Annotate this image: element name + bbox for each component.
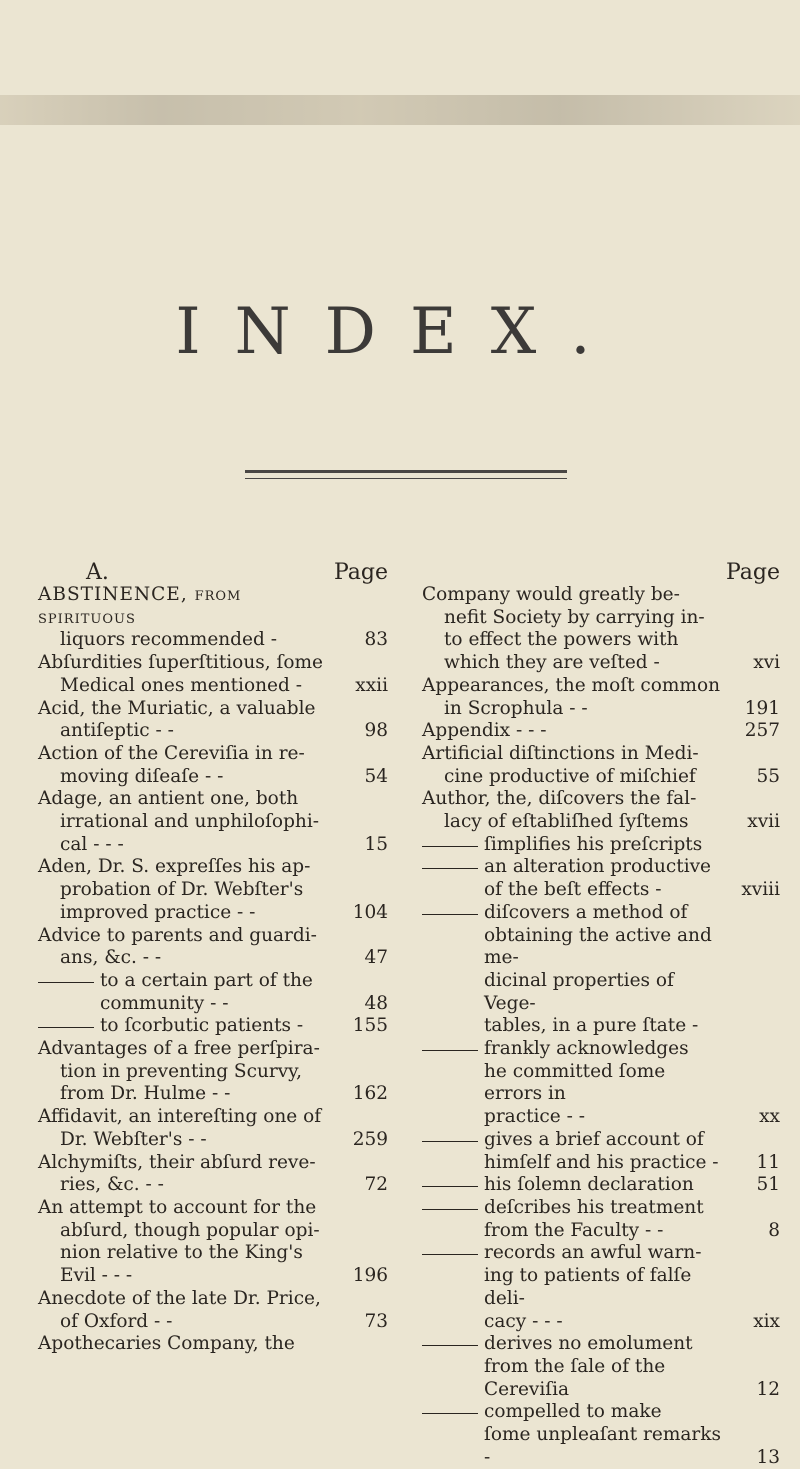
entry-line: Artificial diſtinctions in Medi- [422,742,699,764]
entry-text [422,675,780,720]
entry-line: Affidavit, an intereſting one of [38,1106,322,1128]
entry-page: 8 [768,1219,780,1241]
index-entry [422,1401,780,1469]
entry-text [38,1288,388,1333]
entry-line: which they are veſted - [444,652,660,674]
entry-line: irrational and unphiloſophi- [60,811,319,833]
entry-text [484,834,780,857]
entry-page: 51 [756,1174,780,1196]
entry-page: 259 [352,1128,388,1150]
index-entry [38,788,388,856]
page-label: Page [333,560,388,585]
entry-line: Adage, an antient one, both [38,788,299,810]
entry-line: Aden, Dr. S. expreſſes his ap- [38,856,311,878]
entry-line: he committed ſome errors in [484,1060,666,1105]
index-entry [422,1174,780,1197]
entry-line: nefit Society by carrying in- [444,606,705,628]
index-entry [38,652,388,697]
entry-list [38,584,388,1356]
entry-line: An attempt to account for the [38,1196,317,1218]
entry-line: deſcribes his treatment [484,1196,704,1218]
index-entry [422,1242,780,1333]
entry-line: Appearances, the moſt common [422,674,721,696]
page-title: INDEX. [175,295,625,369]
entry-page: 54 [364,765,388,787]
entry-line: himſelf and his practice - [484,1151,719,1173]
entry-line: community - - [100,992,229,1014]
entry-text [38,1106,388,1151]
entry-page: xvii [747,811,780,833]
entry-text [38,856,388,924]
entry-line: Alchymiſts, their abſurd reve- [38,1151,316,1173]
title-rule-thin [245,478,567,479]
entry-line: liquors recommended - [60,629,277,651]
entry-text [484,902,780,1038]
repeat-dash [422,914,478,915]
entry-line: antiſeptic - - [60,720,174,742]
left-column [38,560,388,1356]
entry-line: ans, &c. - - [60,947,162,969]
entry-line: lacy of eſtabliſhed ſyſtems [444,811,689,833]
index-entry [38,1197,388,1288]
entry-line: compelled to make [484,1401,662,1423]
repeat-dash [38,1027,94,1028]
entry-line: ſimplifies his preſcripts [484,833,703,855]
column-header [422,560,780,584]
entry-line: Appendix - - - [422,720,547,742]
entry-page: 155 [352,1015,388,1037]
entry-line: Evil - - - [60,1265,133,1287]
entry-list [422,584,780,1469]
entry-page: 12 [756,1378,780,1400]
entry-text [38,1152,388,1197]
entry-line: Acid, the Muriatic, a valuable [38,697,316,719]
entry-text [38,698,388,743]
entry-line: ABSTINENCE, from ſpirituous [38,584,242,628]
index-entry [38,1038,388,1106]
entry-line: improved practice - - [60,901,256,923]
index-entry [38,1288,388,1333]
entry-line: an alteration productive [484,856,712,878]
entry-line: in Scrophula - - [444,697,588,719]
entry-line: diſcovers a method of [484,901,688,923]
repeat-dash [38,982,94,983]
entry-text [38,1333,388,1356]
entry-page: 83 [364,629,388,651]
entry-page: 98 [364,720,388,742]
entry-line: Apothecaries Company, the [38,1333,295,1355]
entry-line: from the Faculty - - [484,1219,664,1241]
entry-line: records an awful warn- [484,1242,702,1264]
index-entry [422,1197,780,1242]
entry-text [422,720,780,743]
entry-line: abſurd, though popular opi- [60,1219,320,1241]
entry-line: Advice to parents and guardi- [38,924,317,946]
index-entry [38,856,388,924]
entry-text [38,925,388,970]
entry-line: from the ſale of the Cereviſia [484,1355,666,1400]
entry-line: cacy - - - [484,1310,563,1332]
entry-text [422,584,780,675]
index-entry [422,720,780,743]
entry-line: to ſcorbutic patients - [100,1015,304,1037]
entry-line: dicinal properties of Vege- [484,969,674,1014]
entry-page: xviii [741,879,780,901]
paper-stain [0,95,800,125]
entry-page: 55 [756,765,780,787]
entry-text [422,743,780,788]
title-rule [245,470,567,473]
index-entry [422,834,780,857]
index-entry [38,698,388,743]
entry-line: Anecdote of the late Dr. Price, [38,1287,321,1309]
repeat-dash [422,868,478,869]
index-entry [38,925,388,970]
index-entry [422,584,780,675]
entry-text [38,743,388,788]
right-column [422,560,780,1469]
entry-text [38,652,388,697]
entry-line: to a certain part of the [100,969,313,991]
index-entry [38,1015,388,1038]
index-entry [422,743,780,788]
entry-page: 162 [352,1083,388,1105]
index-entry [38,584,388,652]
entry-page: 191 [744,697,780,719]
index-entry [422,902,780,1038]
entry-text [38,584,388,652]
entry-text [422,788,780,833]
index-entry [38,743,388,788]
entry-page: 73 [364,1310,388,1332]
entry-page: xvi [753,652,780,674]
entry-page: 11 [756,1151,780,1173]
entry-line: derives no emolument [484,1333,693,1355]
entry-page: 72 [364,1174,388,1196]
entry-line: of the beſt effects - [484,879,662,901]
index-entry [422,1333,780,1401]
entry-page: xxii [355,674,388,696]
entry-page: xx [759,1106,780,1128]
entry-page: 104 [352,901,388,923]
index-entry [38,1152,388,1197]
repeat-dash [422,1345,478,1346]
entry-page: 15 [364,833,388,855]
entry-page: 48 [364,992,388,1014]
entry-line: Abſurdities ſuperſtitious, ſome [38,652,323,674]
entry-page: 13 [756,1446,780,1468]
entry-page: 257 [744,720,780,742]
entry-text [38,788,388,856]
index-entry [422,1038,780,1129]
entry-text [38,1197,388,1288]
entry-line: Dr. Webſter's - - [60,1128,207,1150]
entry-text [38,1038,388,1106]
entry-line: frankly acknowledges [484,1038,689,1060]
entry-line: tables, in a pure ſtate - [484,1015,699,1037]
entry-line: Advantages of a free perſpira- [38,1038,320,1060]
index-entry [422,1129,780,1174]
repeat-dash [422,1186,478,1187]
index-entry [38,1333,388,1356]
entry-line: cal - - - [60,833,124,855]
entry-line: ing to patients of falſe deli- [484,1265,692,1309]
entry-line: Action of the Cereviſia in re- [38,742,305,764]
index-entry [422,675,780,720]
index-entry [422,788,780,833]
entry-line: to effect the powers with [444,629,679,651]
repeat-dash [422,1254,478,1255]
entry-page: 47 [364,947,388,969]
entry-line: Medical ones mentioned - [60,674,302,696]
entry-line: from Dr. Hulme - - [60,1083,231,1105]
entry-line: practice - - [484,1106,586,1128]
entry-line: Company would greatly be- [422,584,680,605]
entry-line: obtaining the active and me- [484,924,712,969]
section-letter: A. [86,560,109,585]
index-entry [38,1106,388,1151]
entry-line: of Oxford - - [60,1310,173,1332]
entry-page: xix [753,1310,780,1332]
column-header [38,560,388,584]
entry-page: 196 [352,1265,388,1287]
index-entry [422,856,780,901]
entry-line: Author, the, diſcovers the fal- [422,788,697,810]
page-label: Page [725,560,780,585]
entry-line: probation of Dr. Webſter's [60,879,304,901]
repeat-dash [422,1141,478,1142]
entry-line: his ſolemn declaration [484,1174,694,1196]
entry-line: tion in preventing Scurvy, [60,1060,303,1082]
entry-line: nion relative to the King's [60,1242,303,1264]
entry-line: ſome unpleaſant remarks - [484,1424,721,1468]
repeat-dash [422,1050,478,1051]
repeat-dash [422,1413,478,1414]
entry-line: gives a brief account of [484,1128,704,1150]
index-entry [38,970,388,1015]
entry-line: moving diſeaſe - - [60,765,224,787]
repeat-dash [422,1209,478,1210]
entry-line: ries, &c. - - [60,1174,164,1196]
repeat-dash [422,846,478,847]
entry-line: cine productive of miſchief [444,765,696,787]
